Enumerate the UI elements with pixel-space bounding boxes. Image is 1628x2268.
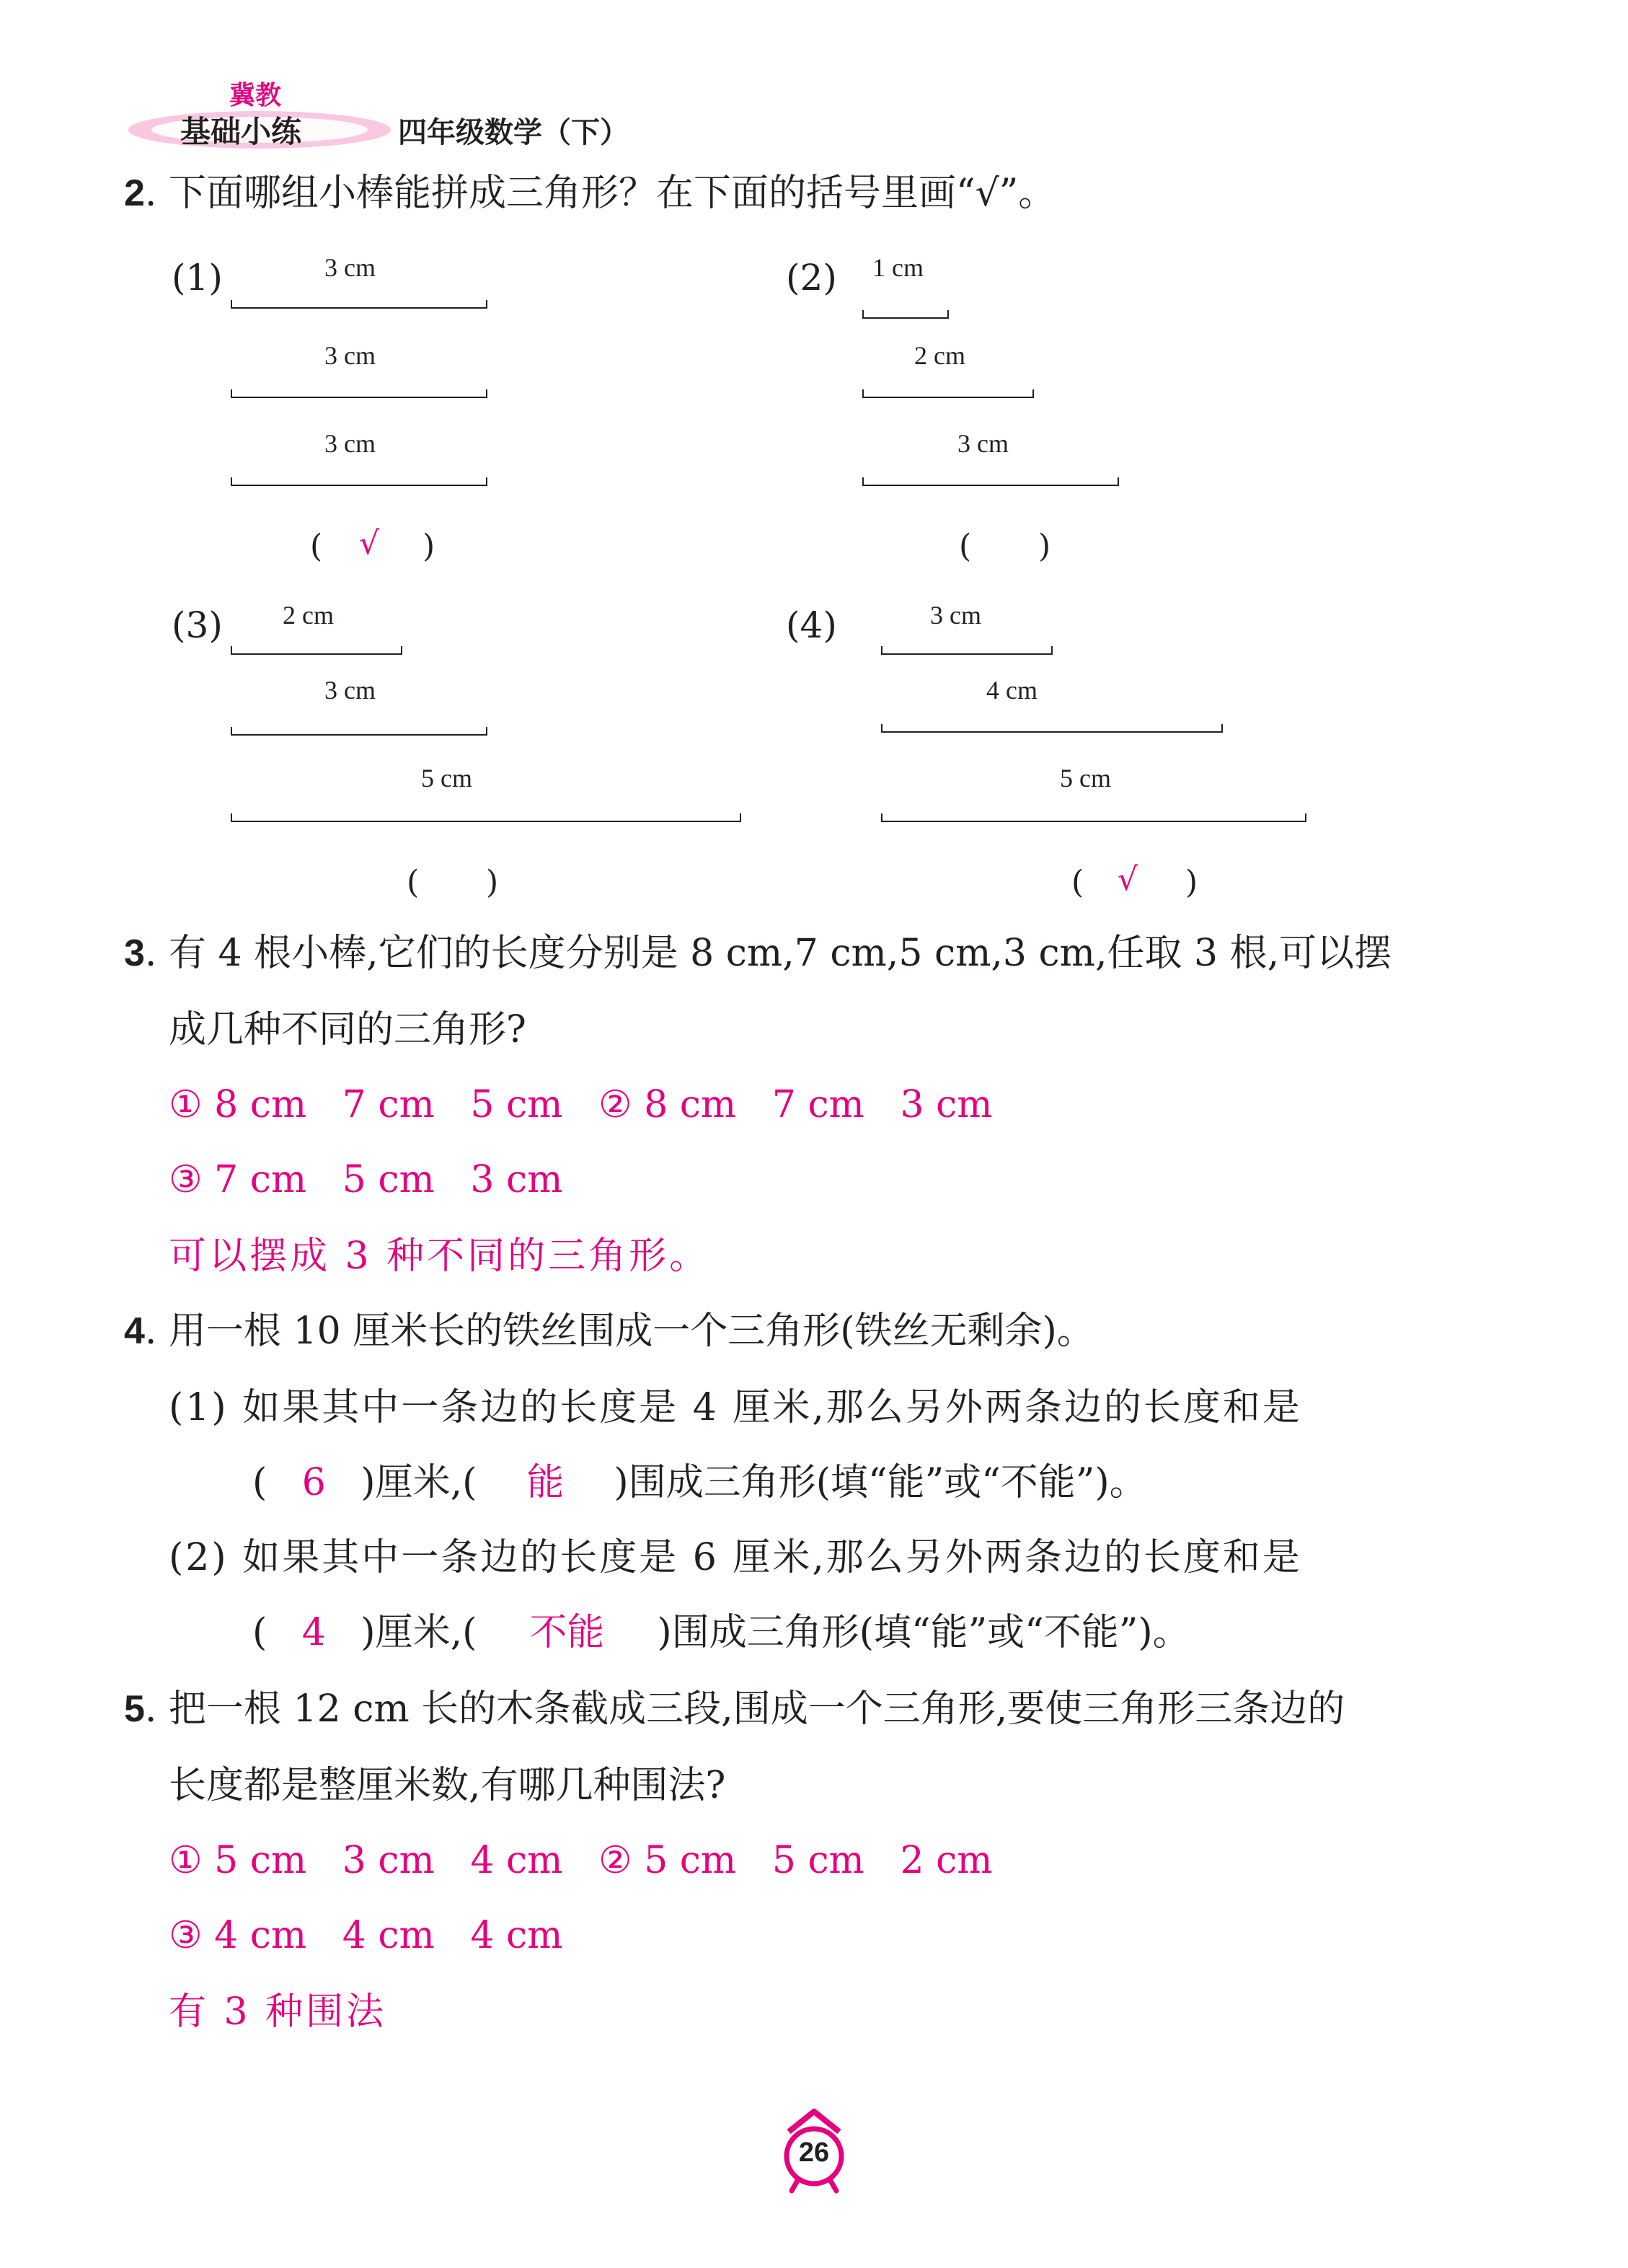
answer-paren-open: ( — [1071, 864, 1084, 901]
group-label: (4) — [786, 604, 837, 646]
answer-paren-open: ( — [959, 528, 972, 565]
stick — [231, 646, 402, 655]
stick — [862, 310, 949, 319]
stick — [231, 477, 487, 486]
answer-line: ① 8 cm 7 cm 5 cm ② 8 cm 7 cm 3 cm — [169, 1083, 993, 1126]
grade-subject: 四年级数学（下） — [398, 116, 629, 149]
answer-conclusion: 有 3 种围法 — [169, 1990, 387, 2034]
group-label: (1) — [172, 257, 223, 299]
stick — [862, 477, 1119, 486]
group-label: (3) — [172, 604, 223, 646]
answer-paren-close: ) — [1185, 864, 1198, 901]
subquestion-2-fill: ( 4 )厘米,( 不能 )围成三角形(填“能”或“不能”)。 — [252, 1611, 1190, 1654]
stick — [231, 727, 487, 736]
stick-length: 3 cm — [324, 676, 376, 705]
question-number: 2 — [124, 172, 145, 214]
stick-length: 3 cm — [930, 601, 981, 630]
question-number: 4 — [124, 1310, 145, 1352]
group-label: (2) — [786, 257, 837, 299]
answer-blank: 能 — [526, 1461, 565, 1504]
answer-blank: 6 — [301, 1461, 326, 1504]
stick-length: 3 cm — [324, 429, 376, 458]
stick-length: 5 cm — [1060, 764, 1111, 793]
question-text-line2: 成几种不同的三角形? — [169, 1008, 526, 1051]
stick-length: 2 cm — [283, 601, 334, 630]
subquestion-1: (1) 如果其中一条边的长度是 4 厘米,那么另外两条边的长度和是 — [169, 1386, 1302, 1429]
question-text-line2: 长度都是整厘米数,有哪几种围法? — [169, 1764, 726, 1807]
answer-blank: 4 — [301, 1611, 326, 1654]
answer-paren-close: ) — [486, 864, 499, 901]
question-text: . 用一根 10 厘米长的铁丝围成一个三角形(铁丝无剩余)。 — [144, 1310, 1094, 1353]
check-mark: √ — [359, 525, 380, 562]
stick-length: 3 cm — [324, 253, 376, 282]
answer-paren-close: ) — [423, 528, 435, 565]
answer-paren-open: ( — [407, 864, 420, 901]
question-number: 3 — [124, 932, 145, 974]
question-text-line1: . 把一根 12 cm 长的木条截成三段,围成一个三角形,要使三角形三条边的 — [144, 1687, 1345, 1731]
subquestion-2: (2) 如果其中一条边的长度是 6 厘米,那么另外两条边的长度和是 — [169, 1536, 1302, 1579]
check-mark: √ — [1118, 861, 1138, 898]
question-text: . 下面哪组小棒能拼成三角形？在下面的括号里画“√”。 — [144, 172, 1056, 215]
stick-length: 5 cm — [421, 764, 472, 793]
stick — [231, 813, 741, 822]
stick — [231, 389, 487, 398]
stick — [862, 389, 1034, 398]
page-number: 26 — [798, 2137, 830, 2168]
answer-paren-open: ( — [310, 528, 323, 565]
stick — [881, 724, 1223, 733]
publisher-label: 冀教 — [229, 81, 282, 110]
answer-line: ① 5 cm 3 cm 4 cm ② 5 cm 5 cm 2 cm — [169, 1839, 993, 1882]
stick-length: 1 cm — [872, 253, 924, 282]
subquestion-1-fill: ( 6 )厘米,( 能 )围成三角形(填“能”或“不能”)。 — [252, 1461, 1147, 1504]
stick — [881, 646, 1053, 655]
answer-blank: 不能 — [529, 1611, 605, 1654]
answer-line: ③ 4 cm 4 cm 4 cm — [169, 1914, 563, 1957]
series-title: 基础小练 — [180, 114, 302, 149]
answer-line: ③ 7 cm 5 cm 3 cm — [169, 1158, 563, 1201]
question-number: 5 — [124, 1688, 145, 1730]
stick-length: 3 cm — [957, 429, 1009, 458]
answer-paren-close: ) — [1038, 528, 1051, 565]
answer-conclusion: 可以摆成 3 种不同的三角形。 — [169, 1235, 710, 1278]
question-text-line1: . 有 4 根小棒,它们的长度分别是 8 cm,7 cm,5 cm,3 cm,任取 3 根,可以摆 — [144, 932, 1392, 975]
stick-length: 4 cm — [986, 676, 1038, 705]
stick — [231, 300, 487, 309]
stick-length: 3 cm — [324, 341, 376, 370]
stick-length: 2 cm — [914, 341, 965, 370]
stick — [881, 813, 1306, 822]
